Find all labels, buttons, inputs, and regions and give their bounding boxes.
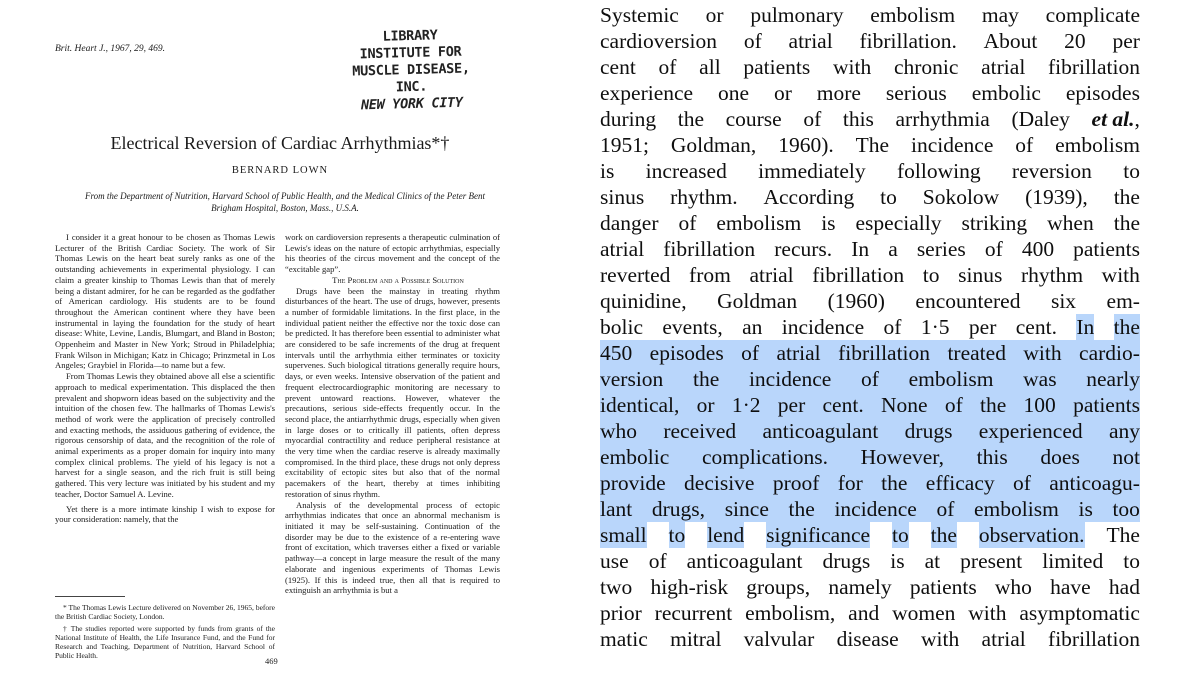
excerpt-word: especially [855,211,942,235]
excerpt-word: is [821,211,836,235]
excerpt-word: series [916,237,966,261]
stamp-line: MUSCLE DISEASE, INC. [352,60,470,96]
paragraph: work on cardioversion represents a therapeutic culmination of Lewis's ideas on the nature of ectopic arrhythmias, especially his theories of the circus movement and the concept of the “excitable gap”. [285,232,500,275]
excerpt-word: atrial [788,29,833,53]
excerpt-word: About [983,29,1038,53]
excerpt-word: atrial [776,341,821,365]
excerpt-word: 20 [1064,29,1086,53]
excerpt-word: 1·5 [920,315,950,339]
excerpt-word: 1960). [778,133,834,157]
excerpt-word: all [699,55,721,79]
excerpt-word: when [1047,211,1094,235]
footnotes [55,603,275,663]
excerpt-line [600,210,1140,236]
excerpt-word: of [658,55,677,79]
journal-citation: Brit. Heart J., 1967, 29, 469. [55,44,166,54]
excerpt-word: patients [743,55,811,79]
excerpt-highlight-word: to [891,523,909,547]
excerpt-word: (Daley [1011,107,1070,131]
excerpt-word: episodes [1065,81,1140,105]
excerpt-line [600,314,1140,340]
excerpt-word: episodes [649,341,724,365]
excerpt-word: version [600,367,664,391]
excerpt-word: is [1078,497,1093,521]
zoomed-excerpt [600,2,1140,652]
excerpt-word: fibrillation [838,341,931,365]
excerpt-word: encountered [915,289,1021,313]
excerpt-word: present [960,549,1023,573]
excerpt-word: provide [600,471,666,495]
excerpt-word: cardio- [1079,341,1140,365]
excerpt-word: does [1040,445,1080,469]
paragraph: Drugs have been the mainstay in treating rhythm disturbances of the heart. The use of drugs, however, presents a number of formidable limitations. In the first place, in the individual patient neither the effective nor the toxic dose can be predicted. It has therefore been essential to administer what are considered to be safe increments of the drug at frequent intervals until the arrhythmia either terminates or toxicity supervenes. Such biological titrations generally require hours, days, or even weeks. Intensive observation of the patient and frequent electrocardiographic monitoring are necessary to prevent untoward reactions. However, whatever the precautions, serious side-effects frequently occur. In the second place, the antiarrhythmic drugs, especially when given in large doses or to critically ill patients, often depress myocardial contractility and reduce peripheral resistance at the very time when the cardiac reserve is already maximally compromised. In the third place, these drugs not only depress excitability of ectopic sites but also that of the normal pacemakers of the heart, thereby at times inhibiting restoration of sinus rhythm. [285,285,500,499]
excerpt-word: fibrillation [812,263,905,287]
excerpt-word: events, [662,315,723,339]
excerpt-word: not [1112,445,1140,469]
excerpt-word: during [600,107,657,131]
section-heading: The Problem and a Possible Solution [332,274,464,285]
excerpt-word: since [724,497,769,521]
excerpt-line [600,132,1140,158]
excerpt-word: of [883,315,902,339]
excerpt-word: sinus [958,263,1003,287]
excerpt-word: of [648,549,667,573]
excerpt-word: one [718,81,750,105]
excerpt-word: fibrillation [1048,627,1140,651]
excerpt-line [600,262,1140,288]
excerpt-word: of [743,29,762,53]
excerpt-line [600,444,1140,470]
excerpt-word: was [1023,367,1057,391]
excerpt-word: to [1123,159,1140,183]
excerpt-word: of [936,497,955,521]
excerpt-word: the [788,497,815,521]
excerpt-word: drugs [822,549,871,573]
excerpt-word: for [837,471,863,495]
excerpt-word: 1951; [600,133,649,157]
excerpt-word: The [1106,523,1140,547]
excerpt-word: the [677,107,705,131]
excerpt-word: disease [836,627,899,651]
excerpt-word: and [848,601,880,625]
excerpt-word: quinidine, [600,289,687,313]
excerpt-highlight-word: to [668,523,686,547]
excerpt-word: striking [961,211,1028,235]
excerpt-line [600,340,1140,366]
excerpt-word: to [880,185,897,209]
footnote-rule [55,596,125,597]
excerpt-word: an [742,315,763,339]
excerpt-word: embolism [716,211,802,235]
excerpt-word: the [881,471,908,495]
excerpt-word: rhythm. [670,185,738,209]
excerpt-line [600,496,1140,522]
excerpt-italic: et al. [1091,107,1135,131]
excerpt-word: cent [600,55,636,79]
excerpt-word: incidence [834,497,917,521]
excerpt-word: this [976,445,1008,469]
excerpt-word: of [861,367,879,391]
excerpt-line [600,522,1140,548]
excerpt-word: decisive [684,471,755,495]
excerpt-word: valvular [743,627,815,651]
excerpt-word: course [725,107,782,131]
excerpt-word: drugs [904,419,953,443]
excerpt-word: or [773,81,792,105]
paper-author: BERNARD LOWN [231,165,329,176]
excerpt-word: with [968,601,1007,625]
excerpt-word: mitral [670,627,722,651]
excerpt-word: Sokolow [922,185,1000,209]
excerpt-word: embolism [870,3,956,27]
excerpt-word: women [892,601,956,625]
excerpt-highlight-word: the [930,523,957,547]
excerpt-word: patients [1073,237,1140,261]
excerpt-line [600,288,1140,314]
excerpt-word: anticoagulant [762,419,879,443]
author-affiliation: From the Department of Nutrition, Harvard School of Public Health, and the Medical Clinics of the Peter Bent Brigham Hospital, Boston, Mass., U.S.A. [84,191,486,213]
excerpt-word: recurs. [774,237,833,261]
excerpt-word: (1960) [827,289,885,313]
excerpt-word: cent. [822,393,864,417]
excerpt-line [600,184,1140,210]
excerpt-word: per [1112,29,1140,53]
excerpt-line [600,392,1140,418]
footnote: * The Thomas Lewis Lecture delivered on November 26, 1965, before the British Cardiac Society, London. [55,603,275,621]
excerpt-word: 1·2 [731,393,761,417]
excerpt-word: serious [885,81,947,105]
excerpt-word: more [816,81,861,105]
excerpt-word: chronic [893,55,959,79]
excerpt-word: anticoagu- [1049,471,1140,495]
excerpt-word: prior [600,601,642,625]
excerpt-word: reversion [1011,159,1092,183]
excerpt-word: fibrillation [1048,55,1140,79]
excerpt-word: embolic [971,81,1041,105]
excerpt-word: or [705,3,724,27]
excerpt-word: rhythm [1020,263,1084,287]
excerpt-word: a [888,237,898,261]
excerpt-word: experience [600,81,694,105]
excerpt-word: incidence [781,315,865,339]
excerpt-word: of [678,211,697,235]
excerpt-highlight-word: In [1076,315,1095,339]
excerpt-word: 100 [1023,393,1056,417]
excerpt-word: may [981,3,1019,27]
stamp-line: INSTITUTE FOR [359,43,462,63]
page-number: 469 [265,656,278,666]
excerpt-word: cardioversion [600,29,718,53]
excerpt-word: per [968,315,997,339]
excerpt-word: arrhythmia [895,107,990,131]
excerpt-word: cent. [1015,315,1057,339]
excerpt-word: two [600,575,633,599]
paper-title: Electrical Reversion of Cardiac Arrhythmias*† [110,133,450,153]
excerpt-word: this [842,107,874,131]
excerpt-word: embolism, [745,601,836,625]
excerpt-word: namely [828,575,892,599]
excerpt-line [600,158,1140,184]
excerpt-word: bolic [600,315,643,339]
excerpt-line [600,600,1140,626]
excerpt-word: the [1113,211,1140,235]
excerpt-word: increased [645,159,727,183]
excerpt-word: per [777,393,806,417]
excerpt-word: is [890,549,905,573]
excerpt-highlight-word: small [600,523,647,547]
excerpt-word: embolism [908,367,994,391]
excerpt-word: Systemic [600,3,679,27]
excerpt-line [600,2,1140,28]
excerpt-word: embolic [600,445,670,469]
excerpt-line [600,548,1140,574]
excerpt-word: with [920,627,960,651]
excerpt-word: any [1108,419,1140,443]
excerpt-word: who [994,575,1032,599]
paragraph: Analysis of the developmental process of ectopic arrhythmias indicates that once an abnormal mechanism is initiated it may be self-sustaining. Continuation of the disorder may be due to the existence of a re-entering wave front of excitation, which traverses either a fixed or variable pathway—a concept in large measure the result of the many elaborate and ingenious experiments of Thomas Lewis (1925). If this is indeed true, then all that is required to extinguish an arrhythmia is but a [285,499,500,596]
excerpt-word: of [984,237,1003,261]
excerpt-word: is [600,159,615,183]
excerpt-word: (1939), [1025,185,1088,209]
excerpt-word: 400 [1021,237,1055,261]
excerpt-word: atrial [981,55,1026,79]
excerpt-word: fibrillation [663,237,756,261]
excerpt-word: incidence [748,367,832,391]
excerpt-word: atrial [749,263,794,287]
excerpt-word: matic [600,627,648,651]
excerpt-word: danger [600,211,659,235]
excerpt-word: received [663,419,737,443]
excerpt-word: of [803,107,822,131]
stamp-line: LIBRARY [382,27,438,45]
excerpt-line [600,236,1140,262]
excerpt-word: identical, [600,393,680,417]
excerpt-word: use [600,549,629,573]
excerpt-line [600,470,1140,496]
excerpt-word: with [1023,341,1062,365]
excerpt-word: recurrent [654,601,733,625]
excerpt-word: with [832,55,872,79]
paper-first-page [0,0,560,675]
excerpt-word: reverted [600,263,671,287]
excerpt-word: However, [860,445,944,469]
excerpt-line [600,366,1140,392]
excerpt-word: According [763,185,855,209]
excerpt-word: In [851,237,870,261]
excerpt-word: who [600,419,638,443]
excerpt-highlight-word: observation. [978,523,1085,547]
stamp-line: NEW YORK CITY [360,94,463,114]
excerpt-word: the [1113,185,1140,209]
excerpt-word: limited [1042,549,1104,573]
excerpt-word: patients [1073,393,1140,417]
excerpt-word: of [1015,133,1034,157]
excerpt-word: have [1050,575,1091,599]
excerpt-word: high-risk [650,575,729,599]
excerpt-word: of [741,341,760,365]
excerpt-word: from [689,263,731,287]
excerpt-word: of [944,393,963,417]
excerpt-line [600,54,1140,80]
excerpt-word: asymptomatic [1019,601,1140,625]
excerpt-line [600,418,1140,444]
excerpt-word: The [855,133,890,157]
excerpt-highlight-word: significance [766,523,871,547]
excerpt-word: 450 [600,341,633,365]
excerpt-word: drugs, [651,497,706,521]
excerpt-line [600,106,1140,132]
excerpt-word: groups, [746,575,811,599]
paragraph: I consider it a great honour to be chosen as Thomas Lewis Lecturer of the British Cardiac Society. The work of Sir Thomas Lewis on the heart beat surely ranks as one of the outstanding achievements in experimental physiology. I can claim a greater kinship to Thomas Lewis than that of merely being a distant admirer, for he can be regarded as the godfather of American cardiology. His students are to be found throughout the American continent where they have been instrumental in laying the foundation for the study of heart disease: White, Levine, Landis, Blumgart, and Bland in Boston; Oppenheim and Master in New York; Stroud in Philadelphia; Frank Wilson in Michigan; Katz in Chicago; Prinzmetal in Los Angeles; Graybiel in Florida—to name but a few. [55,232,275,371]
excerpt-word: complicate [1045,3,1140,27]
excerpt-word: et al., [1091,107,1140,131]
excerpt-word: had [1108,575,1140,599]
excerpt-word: atrial [981,627,1026,651]
excerpt-word: experienced [978,419,1083,443]
excerpt-word: six [1050,289,1077,313]
excerpt-word: Goldman, [670,133,757,157]
excerpt-line [600,28,1140,54]
excerpt-line [600,574,1140,600]
excerpt-word: nearly [1086,367,1140,391]
body-column-left [55,232,275,525]
excerpt-word: of [1012,471,1031,495]
excerpt-line [600,80,1140,106]
excerpt-word: anticoagulant [686,549,803,573]
body-column-right [285,232,500,596]
excerpt-highlight-word: lend [707,523,745,547]
excerpt-word: efficacy [925,471,995,495]
excerpt-word: following [896,159,981,183]
footnote: † The studies reported were supported by funds from grants of the National Institute of Health, the Life Insurance Fund, and the Fund for Research and Teaching, Department of Nutrition, Harvard School of Public Health. [55,624,275,660]
excerpt-word: to [922,263,940,287]
excerpt-highlight-word: the [1113,315,1140,339]
excerpt-word: the [692,367,720,391]
excerpt-word: to [1123,549,1140,573]
excerpt-word: incidence [911,133,994,157]
excerpt-word: None [880,393,928,417]
excerpt-word: patients [909,575,977,599]
excerpt-line [600,626,1140,652]
excerpt-word: too [1112,497,1140,521]
excerpt-word: immediately [758,159,866,183]
excerpt-word: lant [600,497,633,521]
excerpt-word: at [924,549,941,573]
excerpt-word: atrial [600,237,645,261]
excerpt-word: embolism [974,497,1059,521]
excerpt-word: em- [1106,289,1140,313]
excerpt-word: treated [947,341,1006,365]
excerpt-word: complications. [701,445,828,469]
excerpt-word: with [1101,263,1140,287]
excerpt-word: embolism [1055,133,1140,157]
excerpt-word: or [696,393,715,417]
excerpt-word: fibrillation. [859,29,957,53]
paragraph: Yet there is a more intimate kinship I wish to expose for your consideration: namely, that the [55,503,275,525]
excerpt-word: pulmonary [750,3,844,27]
excerpt-word: Goldman [717,289,798,313]
paragraph: From Thomas Lewis they obtained above all else a scientific approach to medical experimentation. This displaced the then prevalent and shopworn ideas based on the subjectivity and the intuition of the chosen few. The hallmarks of Thomas Lewis's method of work were the application of precisely controlled and exacting methods, the assiduous gathering of evidence, the rigorous censorship of data, and the recognition of the role of animal experiments as a proper domain for inquiry into many complex clinical problems. The yield of his legacy is not a harvest for a single season, and the rich fruit is still being gathered. This very lecture was initiated by his student and my teacher, Doctor Samuel A. Levine. [55,371,275,499]
excerpt-word: the [980,393,1007,417]
excerpt-word: sinus [600,185,645,209]
excerpt-word: proof [772,471,820,495]
library-stamp [335,26,487,115]
